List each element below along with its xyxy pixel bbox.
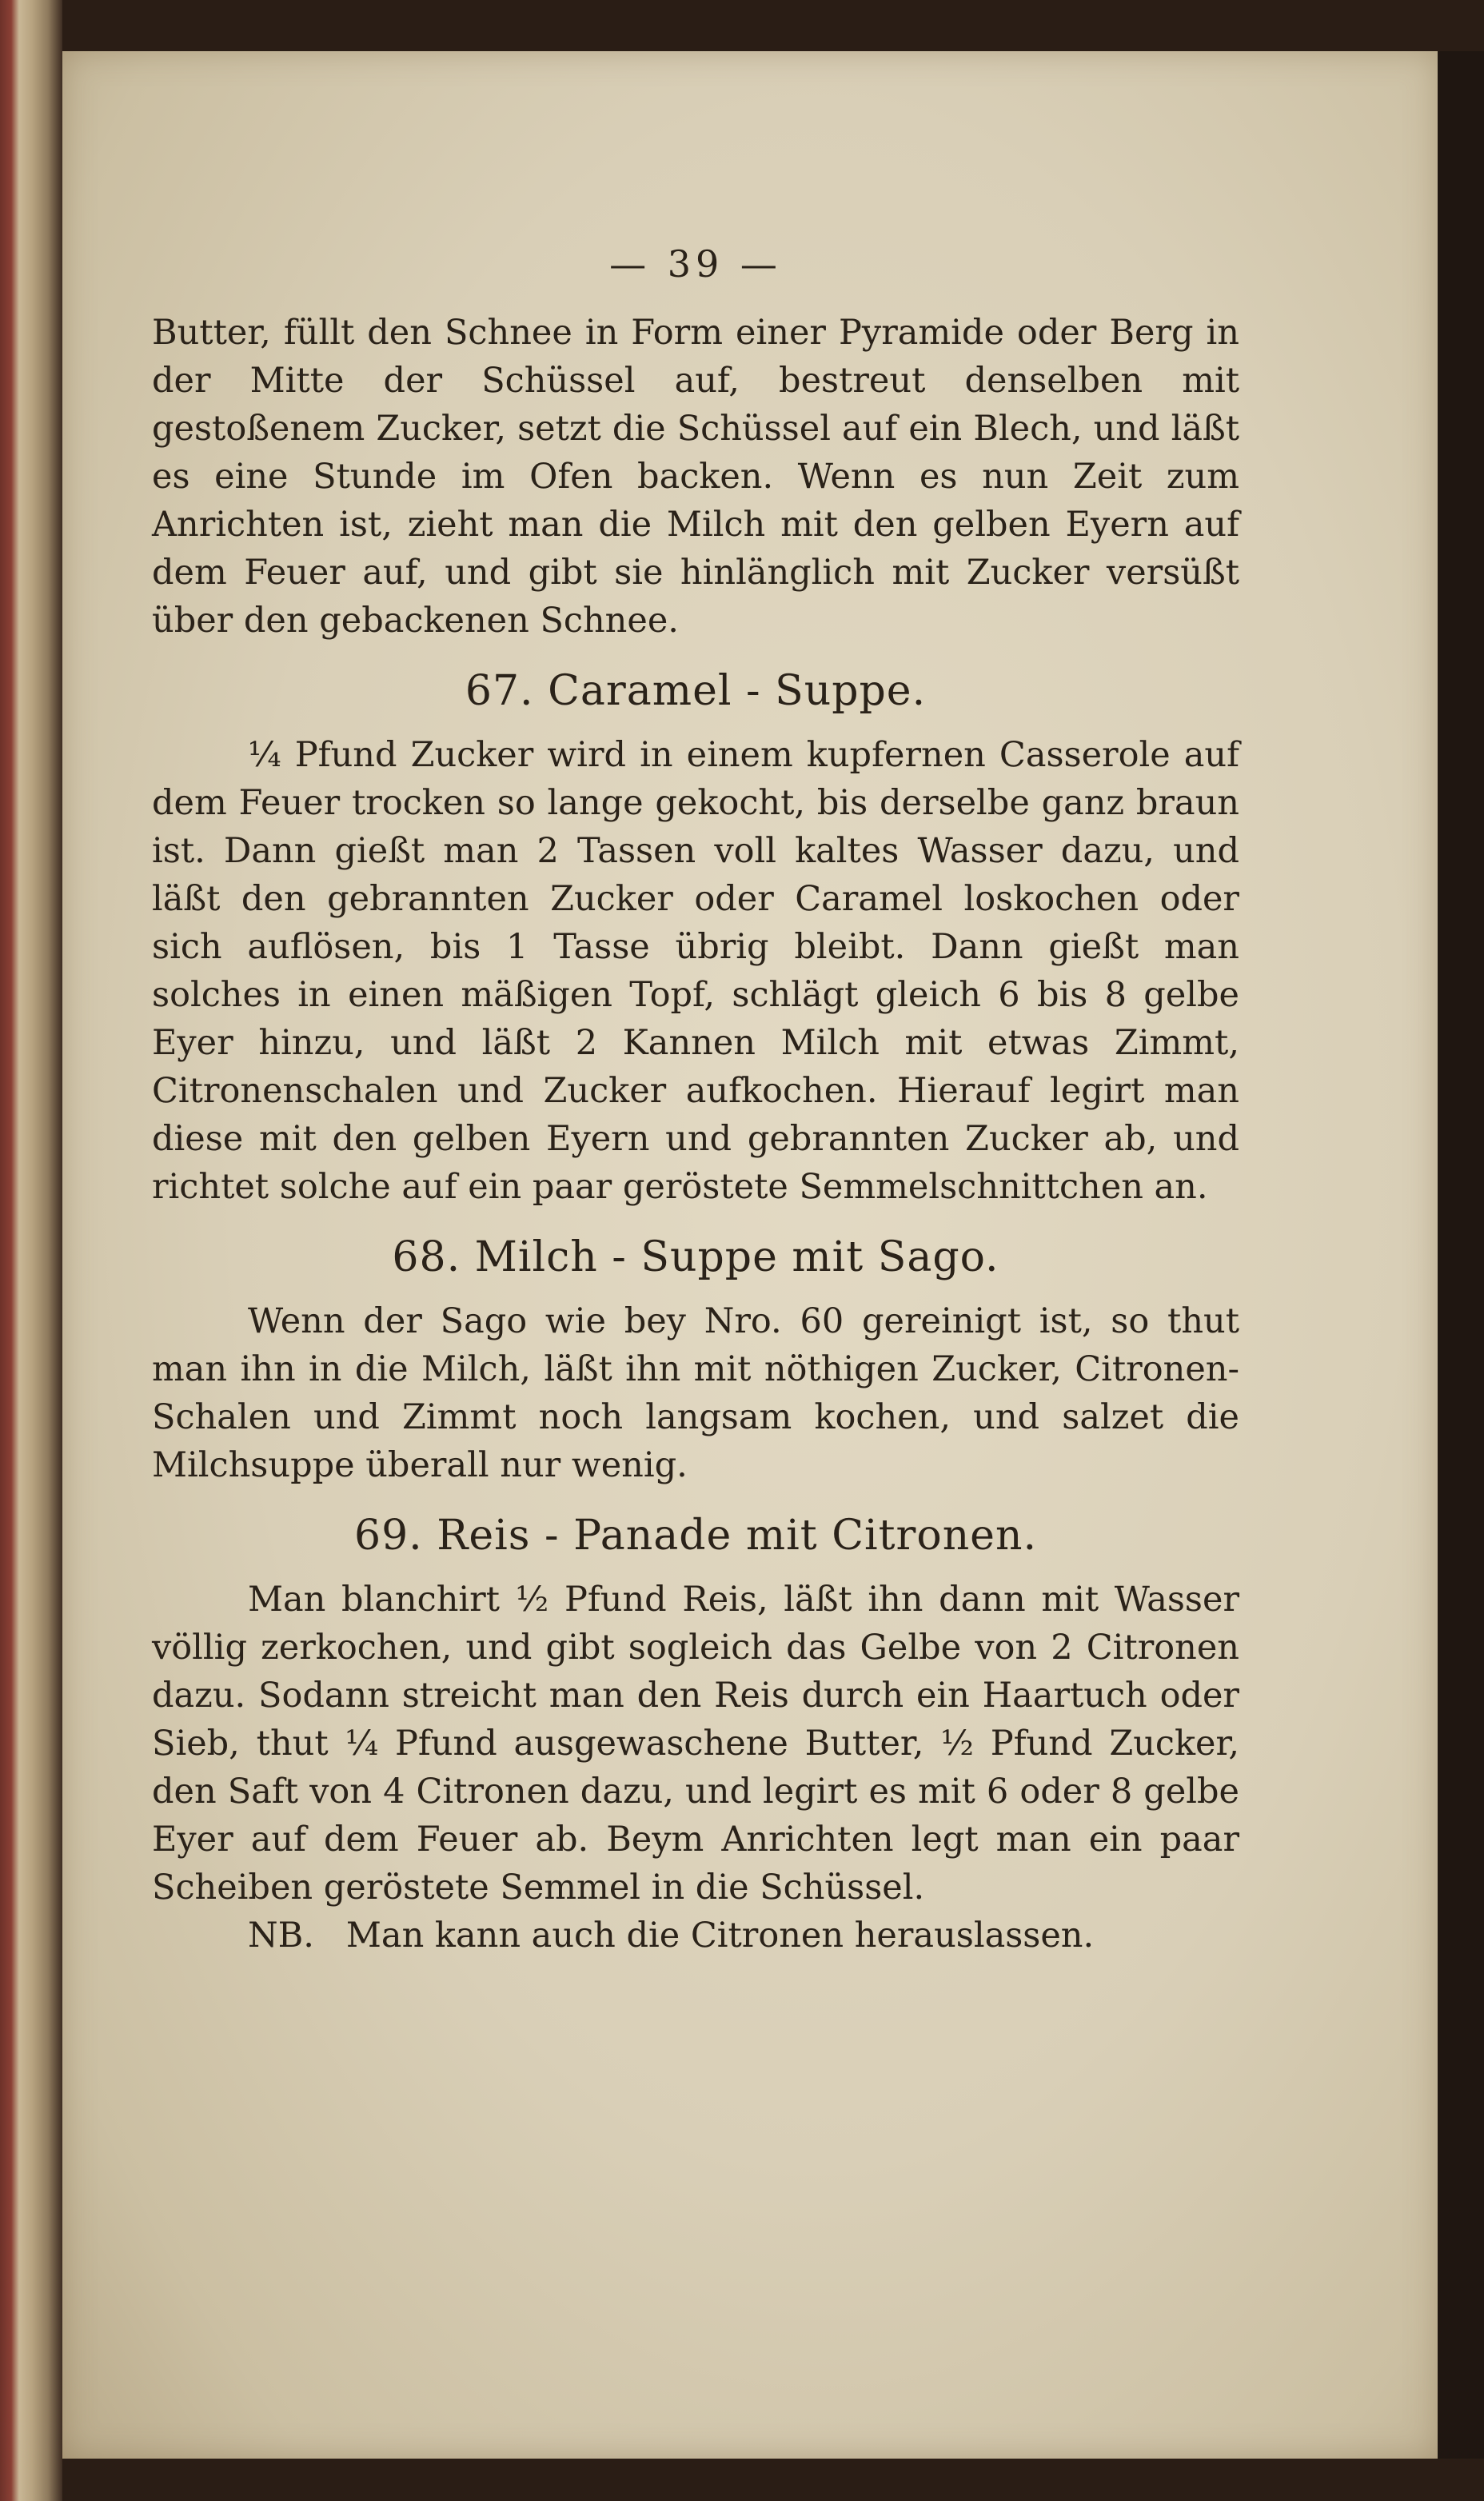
page-text xyxy=(152,240,1239,1960)
intro-paragraph: Butter, füllt den Schnee in Form einer Pyramide oder Berg in der Mitte der Schüssel auf, bestreut denselben mit gestoßenem Zucker, setzt die Schüssel auf ein Blech, und läßt es eine Stunde im Ofen backen. Wenn es nun Zeit zum Anrichten ist, zieht man die Milch mit den gelben Eyern auf dem Feuer auf, und gibt sie hinlänglich mit Zucker versüßt über den gebackenen Schnee. xyxy=(152,313,1239,641)
recipe-68-body: Wenn der Sago wie bey Nro. 60 gereinigt ist, so thut man ihn in die Milch, läßt ihn mit nöthigen Zucker, Citronen-Schalen und Zimmt noch langsam kochen, und salzet die Milchsuppe überall nur wenig. xyxy=(152,1301,1239,1485)
nota-bene-text: Man kann auch die Citronen herauslassen. xyxy=(345,1916,1095,1956)
recipe-67-body: ¼ Pfund Zucker wird in einem kupfernen Casserole auf dem Feuer trocken so lange gekocht, bis derselbe ganz braun ist. Dann gießt man 2 Tassen voll kaltes Wasser dazu, und läßt den gebrannten Zucker oder Caramel loskochen oder sich auflösen, bis 1 Tasse übrig bleibt. Dann gießt man solches in einen mäßigen Topf, schlägt gleich 6 bis 8 gelbe Eyer hinzu, und läßt 2 Kannen Milch mit etwas Zimmt, Citronenschalen und Zucker aufkochen. Hierauf legirt man diese mit den gelben Eyern und gebrannten Zucker ab, und richtet solche auf ein paar geröstete Semmelschnittchen an. xyxy=(152,735,1239,1207)
nota-bene-label: NB. xyxy=(248,1916,314,1956)
recipe-67-title: 67. Caramel - Suppe. xyxy=(465,667,927,715)
recipe-69-title: 69. Reis - Panade mit Citronen. xyxy=(354,1512,1037,1560)
page-number: — 39 — xyxy=(609,242,782,286)
nota-bene xyxy=(152,1912,1239,1960)
book-spine-edge xyxy=(0,0,62,2501)
dark-background-edge xyxy=(1438,51,1484,2459)
recipe-69-body: Man blanchirt ½ Pfund Reis, läßt ihn dann mit Wasser völlig zerkochen, und gibt sogleich das Gelbe von 2 Citronen dazu. Sodann streicht man den Reis durch ein Haartuch oder Sieb, thut ¼ Pfund ausgewaschene Butter, ½ Pfund Zucker, den Saft von 4 Citronen dazu, und legirt es mit 6 oder 8 gelbe Eyer auf dem Feuer ab. Beym Anrichten legt man ein paar Scheiben geröstete Semmel in die Schüssel. xyxy=(152,1580,1239,1908)
recipe-68-title: 68. Milch - Suppe mit Sago. xyxy=(392,1233,999,1281)
